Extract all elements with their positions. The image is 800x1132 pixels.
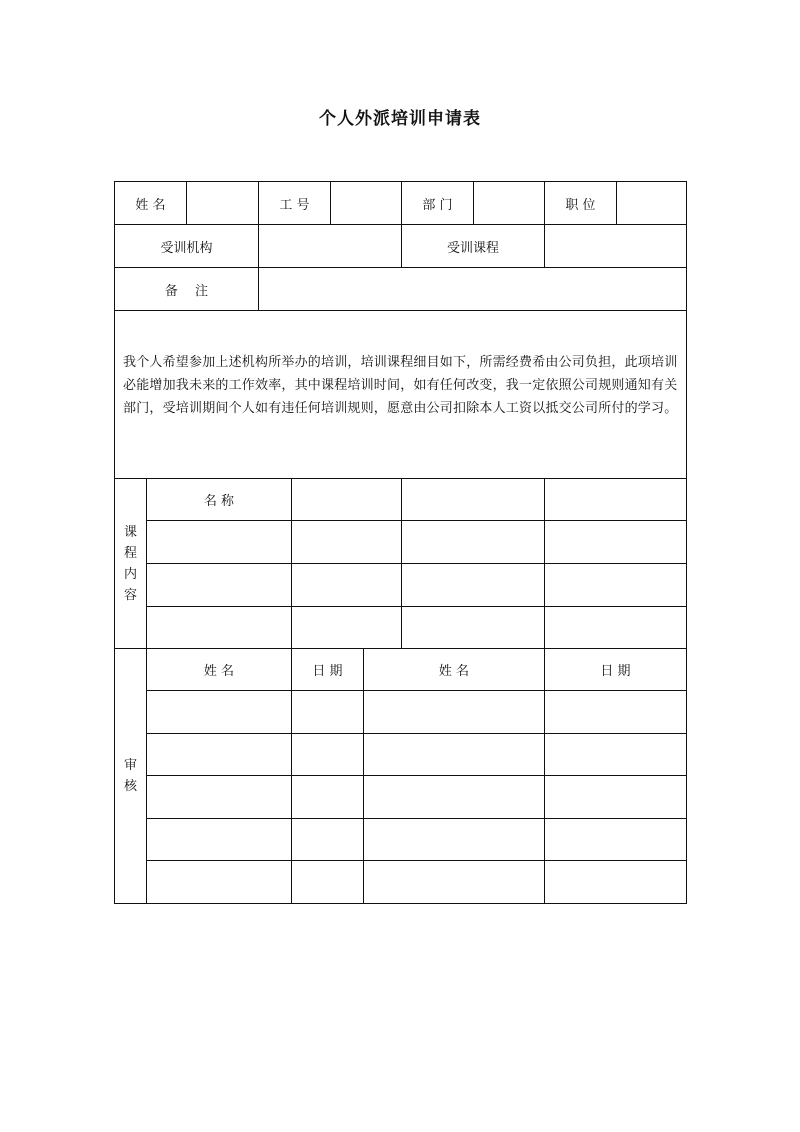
course-cell[interactable] xyxy=(544,520,687,564)
review-cell[interactable] xyxy=(544,860,687,904)
review-cell[interactable] xyxy=(146,733,292,776)
course-cell[interactable] xyxy=(401,520,545,564)
course-cell[interactable] xyxy=(544,606,687,649)
course-cell[interactable] xyxy=(291,606,402,649)
review-label xyxy=(114,648,147,904)
review-name-header: 姓 名 xyxy=(146,648,292,691)
review-cell[interactable] xyxy=(146,860,292,904)
review-cell[interactable] xyxy=(544,733,687,776)
employee-no-label: 工 号 xyxy=(258,181,331,225)
course-field[interactable] xyxy=(544,224,687,268)
review-cell[interactable] xyxy=(544,775,687,819)
employee-no-field[interactable] xyxy=(330,181,402,225)
review-cell[interactable] xyxy=(363,733,545,776)
course-cell[interactable] xyxy=(291,563,402,607)
course-cell[interactable] xyxy=(291,478,402,521)
review-cell[interactable] xyxy=(146,818,292,861)
review-cell[interactable] xyxy=(291,860,364,904)
review-cell[interactable] xyxy=(291,818,364,861)
position-label: 职 位 xyxy=(544,181,617,225)
declaration-text: 我个人希望参加上述机构所举办的培训，培训课程细目如下，所需经费希由公司负担，此项培训必能增加我未来的工作效率，其中课程培训时间，如有任何改变，我一定依照公司规则通知有关部门，受培训期间个人如有违任何培训规则，愿意由公司扣除本人工资以抵交公司所付的学习。 xyxy=(114,310,687,479)
review-name-header: 姓 名 xyxy=(363,648,545,691)
course-content-label xyxy=(114,478,147,649)
course-cell[interactable] xyxy=(401,478,545,521)
review-date-header: 日 期 xyxy=(291,648,364,691)
course-label: 受训课程 xyxy=(401,224,545,268)
course-cell[interactable] xyxy=(146,563,292,607)
course-cell[interactable] xyxy=(146,606,292,649)
institution-field[interactable] xyxy=(258,224,402,268)
name-field[interactable] xyxy=(186,181,259,225)
review-cell[interactable] xyxy=(291,775,364,819)
page-title: 个人外派培训申请表 xyxy=(319,109,481,129)
position-field[interactable] xyxy=(616,181,687,225)
review-cell[interactable] xyxy=(544,818,687,861)
course-label-char: 程 xyxy=(123,545,137,561)
course-cell[interactable] xyxy=(401,563,545,607)
review-date-header: 日 期 xyxy=(544,648,687,691)
remarks-label: 备 注 xyxy=(114,267,259,311)
institution-label: 受训机构 xyxy=(114,224,259,268)
department-label: 部 门 xyxy=(401,181,474,225)
review-cell[interactable] xyxy=(363,860,545,904)
course-cell[interactable] xyxy=(401,606,545,649)
review-cell[interactable] xyxy=(291,690,364,734)
review-cell[interactable] xyxy=(291,733,364,776)
course-name-header: 名 称 xyxy=(146,478,292,521)
review-label-char: 核 xyxy=(123,779,137,794)
course-label-char: 课 xyxy=(123,524,137,540)
course-cell[interactable] xyxy=(544,478,687,521)
review-cell[interactable] xyxy=(363,775,545,819)
course-label-char: 容 xyxy=(123,587,137,603)
course-label-char: 内 xyxy=(123,566,137,582)
name-label: 姓 名 xyxy=(114,181,187,225)
department-field[interactable] xyxy=(473,181,545,225)
course-cell[interactable] xyxy=(146,520,292,564)
review-cell[interactable] xyxy=(544,690,687,734)
review-cell[interactable] xyxy=(146,775,292,819)
review-cell[interactable] xyxy=(363,690,545,734)
remarks-field[interactable] xyxy=(258,267,687,311)
review-cell[interactable] xyxy=(146,690,292,734)
course-cell[interactable] xyxy=(291,520,402,564)
course-cell[interactable] xyxy=(544,563,687,607)
review-label-char: 审 xyxy=(123,758,137,773)
review-cell[interactable] xyxy=(363,818,545,861)
